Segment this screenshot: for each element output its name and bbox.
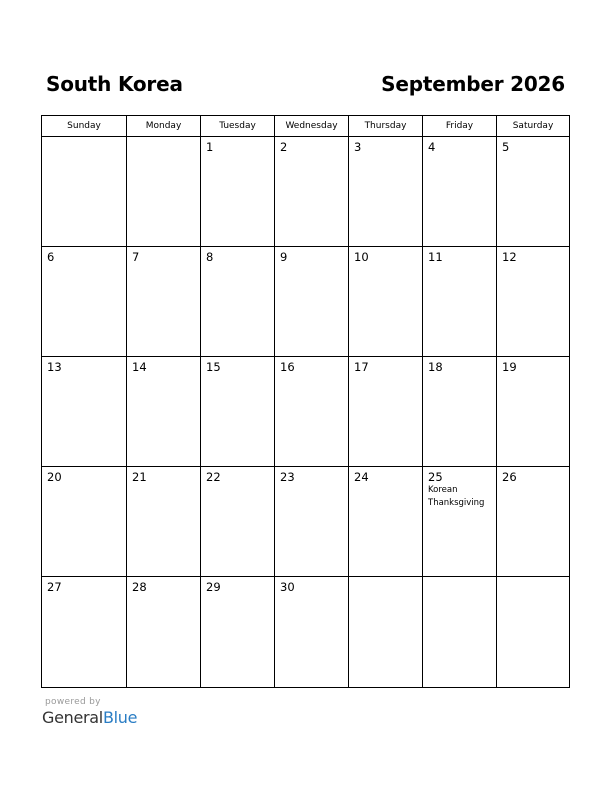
day-number: 12: [502, 250, 517, 264]
weekday-header-saturday: Saturday: [497, 116, 569, 137]
day-cell: [127, 467, 201, 577]
holiday-label: Korean Thanksgiving: [428, 485, 485, 508]
day-cell: [275, 247, 349, 357]
day-cell: [423, 137, 497, 247]
powered-by-text: powered by: [45, 697, 101, 707]
day-number: 5: [502, 140, 510, 154]
day-number: 10: [354, 250, 369, 264]
day-number: 4: [428, 140, 436, 154]
brand-general-text: General: [42, 708, 103, 727]
day-cell-holiday: [423, 467, 497, 577]
day-number: 30: [280, 580, 295, 594]
day-cell: [201, 357, 275, 467]
day-cell: [349, 467, 423, 577]
day-cell: [497, 137, 569, 247]
day-number: 6: [47, 250, 55, 264]
weekday-header-sunday: Sunday: [42, 116, 127, 137]
brand-blue-text: Blue: [102, 708, 138, 727]
day-cell: [349, 357, 423, 467]
day-number: 11: [428, 250, 443, 264]
day-cell: [275, 137, 349, 247]
day-cell: [275, 577, 349, 687]
day-cell: [201, 247, 275, 357]
day-cell: [497, 577, 569, 687]
day-number: 2: [280, 140, 288, 154]
day-cell: [349, 247, 423, 357]
day-cell: [497, 247, 569, 357]
day-number: 3: [354, 140, 362, 154]
day-number: 18: [428, 360, 443, 374]
weekday-header-monday: Monday: [127, 116, 201, 137]
day-number: 21: [132, 470, 147, 484]
day-number: 14: [132, 360, 147, 374]
day-cell: [127, 577, 201, 687]
day-cell: [201, 137, 275, 247]
day-cell: [349, 577, 423, 687]
day-number: 7: [132, 250, 140, 264]
day-number: 16: [280, 360, 295, 374]
day-cell: [127, 247, 201, 357]
day-number: 22: [206, 470, 221, 484]
day-number: 26: [502, 470, 517, 484]
day-cell: [42, 247, 127, 357]
day-cell: [423, 247, 497, 357]
day-cell: [42, 577, 127, 687]
day-cell: [497, 467, 569, 577]
day-cell: [349, 137, 423, 247]
day-number: 27: [47, 580, 62, 594]
day-number: 20: [47, 470, 62, 484]
month-year-title: September 2026: [381, 72, 565, 96]
day-number: 1: [206, 140, 214, 154]
weekday-header-tuesday: Tuesday: [201, 116, 275, 137]
day-cell: [275, 357, 349, 467]
weekday-header-wednesday: Wednesday: [275, 116, 349, 137]
day-cell: [201, 577, 275, 687]
day-cell: [423, 357, 497, 467]
weekday-header-thursday: Thursday: [349, 116, 423, 137]
country-title: South Korea: [46, 72, 183, 96]
generalblue-logo[interactable]: [42, 708, 137, 727]
day-cell: [42, 467, 127, 577]
weekday-header-friday: Friday: [423, 116, 497, 137]
day-number: 15: [206, 360, 221, 374]
day-number: 8: [206, 250, 214, 264]
day-cell: [42, 357, 127, 467]
day-number: 29: [206, 580, 221, 594]
day-cell: [42, 137, 127, 247]
calendar-grid: [41, 115, 570, 688]
day-cell: [127, 357, 201, 467]
day-number: 24: [354, 470, 369, 484]
day-number: 25: [428, 470, 443, 484]
day-number: 28: [132, 580, 147, 594]
day-number: 9: [280, 250, 288, 264]
day-cell: [201, 467, 275, 577]
day-number: 17: [354, 360, 369, 374]
day-number: 23: [280, 470, 295, 484]
day-cell: [275, 467, 349, 577]
day-cell: [497, 357, 569, 467]
day-cell: [127, 137, 201, 247]
day-number: 19: [502, 360, 517, 374]
day-cell: [423, 577, 497, 687]
day-number: 13: [47, 360, 62, 374]
